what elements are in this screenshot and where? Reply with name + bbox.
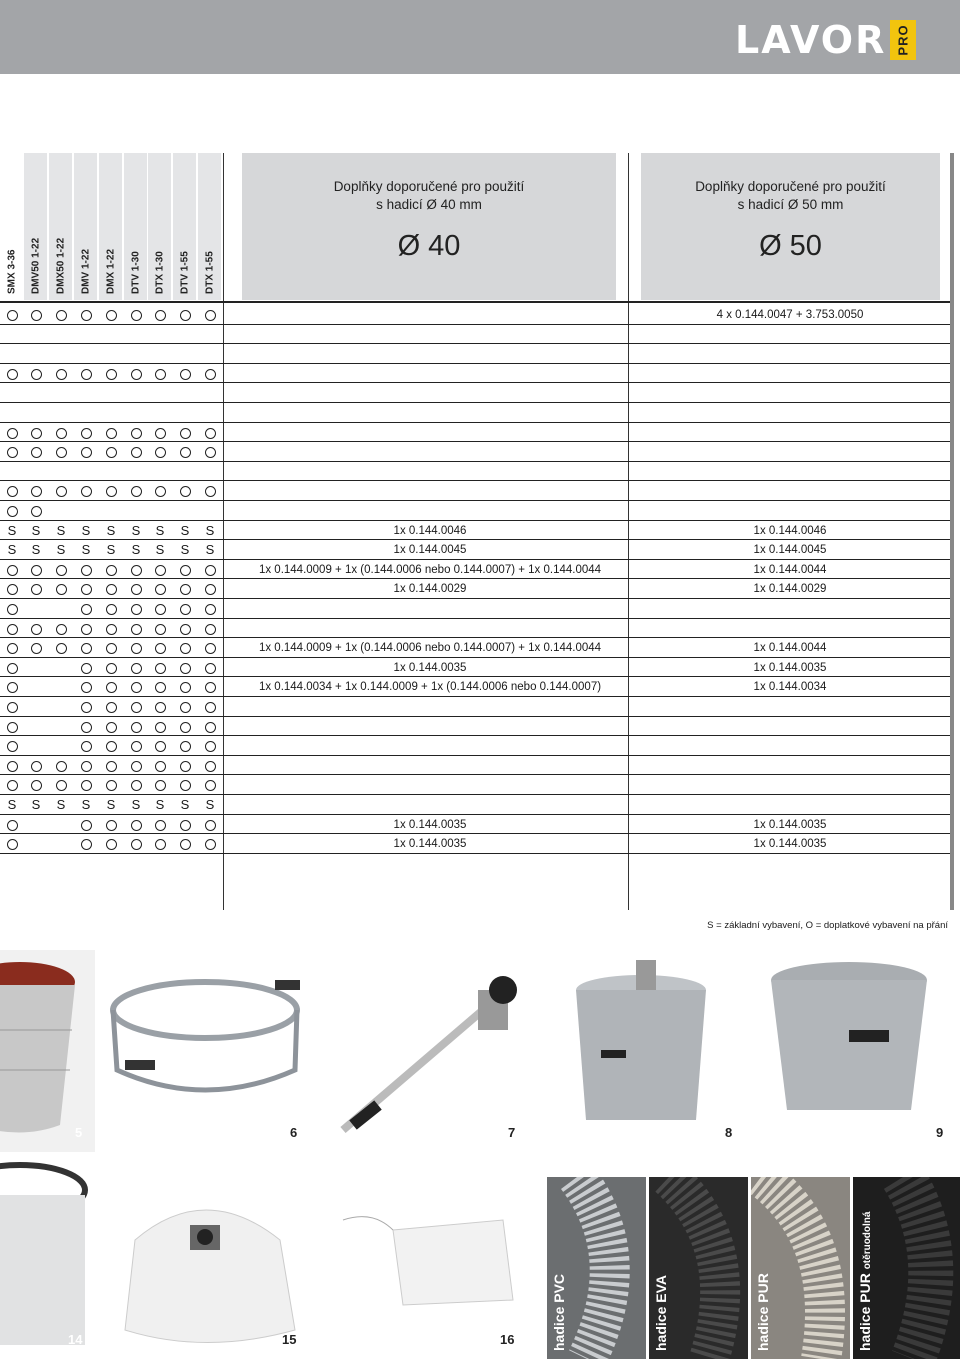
- optional-mark: [49, 778, 73, 792]
- legend: S = základní vybavení, O = doplatkové vybavení na přání: [707, 920, 948, 931]
- optional-mark: [0, 778, 24, 792]
- part-ref-50: 1x 0.144.0046: [753, 524, 827, 537]
- optional-mark: [148, 622, 172, 636]
- optional-mark: [74, 582, 98, 596]
- optional-mark: [0, 426, 24, 440]
- optional-mark: [99, 700, 123, 714]
- optional-mark: [99, 818, 123, 832]
- optional-mark: [198, 563, 222, 577]
- standard-mark: S: [180, 522, 190, 538]
- photo-number-8: 8: [725, 1125, 733, 1140]
- standard-mark: S: [7, 522, 17, 538]
- optional-mark: [74, 484, 98, 498]
- part-ref-40: 1x 0.144.0045: [393, 544, 467, 557]
- optional-mark: [24, 778, 48, 792]
- part-ref-40: 1x 0.144.0035: [393, 661, 467, 674]
- optional-mark: [173, 759, 197, 773]
- optional-mark: [74, 367, 98, 381]
- optional-mark: [173, 837, 197, 851]
- optional-mark: [173, 700, 197, 714]
- optional-mark: [99, 622, 123, 636]
- optional-mark: [148, 563, 172, 577]
- standard-mark: S: [81, 522, 91, 538]
- part-ref-40: 1x 0.144.0034 + 1x 0.144.0009 + 1x (0.144.0006 nebo 0.144.0007): [258, 681, 602, 694]
- optional-mark: [74, 720, 98, 734]
- standard-mark: S: [81, 797, 91, 812]
- optional-mark: [124, 680, 148, 694]
- optional-mark: [24, 582, 48, 596]
- photo-clamp-ring: [95, 950, 313, 1152]
- optional-mark: [49, 759, 73, 773]
- optional-mark: [99, 367, 123, 381]
- optional-mark: [198, 622, 222, 636]
- photo-filter-bag: [95, 1160, 313, 1359]
- optional-mark: [24, 308, 48, 322]
- part-ref-40: 1x 0.144.0029: [393, 583, 467, 596]
- optional-mark: [124, 778, 148, 792]
- optional-mark: [0, 563, 24, 577]
- optional-mark: [99, 582, 123, 596]
- optional-mark: [173, 582, 197, 596]
- optional-mark: [173, 720, 197, 734]
- optional-mark: [0, 759, 24, 773]
- optional-mark: [0, 602, 24, 616]
- part-ref-50: 1x 0.144.0045: [753, 544, 827, 557]
- optional-mark: [0, 739, 24, 753]
- optional-mark: [24, 445, 48, 459]
- optional-mark: [124, 720, 148, 734]
- optional-mark: [173, 445, 197, 459]
- optional-mark: [99, 661, 123, 675]
- optional-mark: [24, 622, 48, 636]
- logo-wordmark: LAVOR: [735, 18, 887, 62]
- optional-mark: [0, 622, 24, 636]
- logo-pro-badge: PRO: [890, 20, 916, 60]
- photo-number-6: 6: [290, 1125, 298, 1140]
- optional-mark: [0, 582, 24, 596]
- optional-mark: [99, 484, 123, 498]
- optional-mark: [148, 582, 172, 596]
- optional-mark: [74, 602, 98, 616]
- hose-label-pur: hadice PUR: [755, 1273, 771, 1351]
- hose-label-pvc: hadice PVC: [551, 1273, 567, 1351]
- part-ref-40: 1x 0.144.0046: [393, 524, 467, 537]
- standard-mark: S: [205, 542, 215, 558]
- optional-mark: [0, 818, 24, 832]
- acc50-header: Doplňky doporučené pro použití s hadicí Ø 50 mm Ø 50: [641, 153, 940, 300]
- optional-mark: [49, 484, 73, 498]
- optional-mark: [24, 367, 48, 381]
- part-ref-40: 1x 0.144.0009 + 1x (0.144.0006 nebo 0.144.0007) + 1x 0.144.0044: [258, 642, 602, 655]
- optional-mark: [124, 582, 148, 596]
- standard-mark: S: [180, 797, 190, 812]
- optional-mark: [24, 426, 48, 440]
- model-header: DTX 1-30: [148, 153, 171, 300]
- model-header: DTV 1-55: [173, 153, 196, 300]
- optional-mark: [0, 445, 24, 459]
- optional-mark: [198, 818, 222, 832]
- optional-mark: [124, 837, 148, 851]
- optional-mark: [198, 778, 222, 792]
- photo-container-drum: [749, 950, 960, 1152]
- optional-mark: [49, 308, 73, 322]
- optional-mark: [198, 661, 222, 675]
- part-ref-50: 4 x 0.144.0047 + 3.753.0050: [716, 309, 864, 321]
- optional-mark: [148, 426, 172, 440]
- photo-number-14: 14: [68, 1332, 83, 1347]
- optional-mark: [173, 622, 197, 636]
- optional-mark: [148, 818, 172, 832]
- optional-mark: [124, 308, 148, 322]
- optional-mark: [0, 504, 24, 518]
- optional-mark: [74, 445, 98, 459]
- optional-mark: [0, 680, 24, 694]
- optional-mark: [74, 700, 98, 714]
- optional-mark: [124, 484, 148, 498]
- optional-mark: [173, 778, 197, 792]
- optional-mark: [148, 367, 172, 381]
- optional-mark: [0, 641, 24, 655]
- photo-number-9: 9: [936, 1125, 944, 1140]
- optional-mark: [173, 641, 197, 655]
- optional-mark: [198, 837, 222, 851]
- standard-mark: S: [205, 522, 215, 538]
- optional-mark: [148, 484, 172, 498]
- standard-mark: S: [155, 542, 165, 558]
- optional-mark: [173, 367, 197, 381]
- optional-mark: [173, 818, 197, 832]
- optional-mark: [124, 563, 148, 577]
- photo-number-16: 16: [500, 1332, 515, 1347]
- optional-mark: [74, 308, 98, 322]
- part-ref-50: 1x 0.144.0029: [753, 583, 827, 596]
- optional-mark: [124, 367, 148, 381]
- optional-mark: [124, 661, 148, 675]
- optional-mark: [49, 582, 73, 596]
- optional-mark: [0, 308, 24, 322]
- optional-mark: [74, 680, 98, 694]
- optional-mark: [49, 563, 73, 577]
- optional-mark: [24, 641, 48, 655]
- optional-mark: [74, 622, 98, 636]
- standard-mark: S: [131, 797, 141, 812]
- standard-mark: S: [180, 542, 190, 558]
- optional-mark: [148, 308, 172, 322]
- optional-mark: [99, 720, 123, 734]
- optional-mark: [148, 837, 172, 851]
- part-ref-50: 1x 0.144.0035: [753, 818, 827, 831]
- optional-mark: [148, 602, 172, 616]
- optional-mark: [99, 641, 123, 655]
- hose-pur-abrasion: [853, 1177, 960, 1359]
- optional-mark: [74, 661, 98, 675]
- optional-mark: [49, 622, 73, 636]
- optional-mark: [198, 641, 222, 655]
- optional-mark: [148, 661, 172, 675]
- optional-mark: [173, 563, 197, 577]
- standard-mark: S: [106, 542, 116, 558]
- optional-mark: [74, 563, 98, 577]
- hose-pur: [751, 1177, 850, 1359]
- photo-dust-bag: [313, 1160, 531, 1359]
- optional-mark: [173, 602, 197, 616]
- optional-mark: [49, 641, 73, 655]
- optional-mark: [24, 484, 48, 498]
- part-ref-40: 1x 0.144.0035: [393, 838, 467, 851]
- standard-mark: S: [31, 542, 41, 558]
- optional-mark: [148, 778, 172, 792]
- optional-mark: [0, 484, 24, 498]
- model-header: DMV50 1-22: [24, 153, 47, 300]
- part-ref-40: 1x 0.144.0009 + 1x (0.144.0006 nebo 0.144.0007) + 1x 0.144.0044: [258, 563, 602, 576]
- optional-mark: [0, 661, 24, 675]
- optional-mark: [0, 367, 24, 381]
- optional-mark: [124, 641, 148, 655]
- optional-mark: [198, 426, 222, 440]
- optional-mark: [173, 661, 197, 675]
- optional-mark: [24, 504, 48, 518]
- optional-mark: [198, 308, 222, 322]
- optional-mark: [173, 739, 197, 753]
- optional-mark: [99, 445, 123, 459]
- standard-mark: S: [31, 522, 41, 538]
- hose-label-pur-abrasion: hadice PUR otěruodolná: [857, 1211, 873, 1351]
- optional-mark: [99, 563, 123, 577]
- photo-cartridge-filter: [0, 1160, 95, 1359]
- lavor-pro-logo: [735, 20, 916, 60]
- optional-mark: [74, 641, 98, 655]
- optional-mark: [24, 563, 48, 577]
- optional-mark: [124, 426, 148, 440]
- optional-mark: [198, 582, 222, 596]
- photo-number-7: 7: [508, 1125, 516, 1140]
- optional-mark: [148, 700, 172, 714]
- optional-mark: [49, 367, 73, 381]
- acc40-header: Doplňky doporučené pro použití s hadicí Ø 40 mm Ø 40: [242, 153, 616, 300]
- optional-mark: [148, 759, 172, 773]
- hose-pvc: [547, 1177, 646, 1359]
- part-ref-50: 1x 0.144.0044: [753, 563, 827, 576]
- optional-mark: [24, 759, 48, 773]
- model-header: SMX 3-36: [0, 153, 23, 300]
- optional-mark: [0, 720, 24, 734]
- optional-mark: [124, 739, 148, 753]
- photo-cyclone-separator: [531, 950, 749, 1152]
- hose-label-eva: hadice EVA: [653, 1275, 669, 1351]
- optional-mark: [0, 700, 24, 714]
- optional-mark: [124, 445, 148, 459]
- optional-mark: [198, 484, 222, 498]
- model-header: DTV 1-30: [124, 153, 147, 300]
- photo-number-5: 5: [75, 1125, 83, 1140]
- optional-mark: [0, 837, 24, 851]
- top-banner: [0, 0, 960, 74]
- optional-mark: [173, 308, 197, 322]
- optional-mark: [99, 602, 123, 616]
- optional-mark: [74, 778, 98, 792]
- model-header: DMX50 1-22: [49, 153, 72, 300]
- standard-mark: S: [155, 522, 165, 538]
- optional-mark: [198, 700, 222, 714]
- standard-mark: S: [7, 797, 17, 812]
- model-header: DMX 1-22: [99, 153, 122, 300]
- standard-mark: S: [155, 797, 165, 812]
- standard-mark: S: [56, 542, 66, 558]
- optional-mark: [148, 720, 172, 734]
- optional-mark: [148, 641, 172, 655]
- optional-mark: [173, 484, 197, 498]
- optional-mark: [99, 837, 123, 851]
- optional-mark: [124, 602, 148, 616]
- part-ref-40: 1x 0.144.0035: [393, 818, 467, 831]
- standard-mark: S: [131, 522, 141, 538]
- optional-mark: [74, 818, 98, 832]
- photo-lever-handle: [313, 950, 531, 1152]
- standard-mark: S: [56, 522, 66, 538]
- optional-mark: [198, 367, 222, 381]
- hose-eva: [649, 1177, 748, 1359]
- optional-mark: [148, 680, 172, 694]
- optional-mark: [173, 426, 197, 440]
- optional-mark: [124, 818, 148, 832]
- standard-mark: S: [205, 797, 215, 812]
- optional-mark: [124, 622, 148, 636]
- standard-mark: S: [106, 522, 116, 538]
- optional-mark: [74, 739, 98, 753]
- optional-mark: [99, 778, 123, 792]
- optional-mark: [198, 720, 222, 734]
- optional-mark: [99, 426, 123, 440]
- optional-mark: [198, 602, 222, 616]
- optional-mark: [49, 445, 73, 459]
- standard-mark: S: [106, 797, 116, 812]
- optional-mark: [198, 680, 222, 694]
- optional-mark: [74, 759, 98, 773]
- model-header: DTX 1-55: [198, 153, 221, 300]
- optional-mark: [148, 739, 172, 753]
- part-ref-50: 1x 0.144.0035: [753, 838, 827, 851]
- standard-mark: S: [56, 797, 66, 812]
- optional-mark: [99, 739, 123, 753]
- optional-mark: [198, 739, 222, 753]
- optional-mark: [148, 445, 172, 459]
- optional-mark: [99, 308, 123, 322]
- optional-mark: [49, 426, 73, 440]
- photo-drum-red: [0, 950, 95, 1152]
- optional-mark: [124, 700, 148, 714]
- optional-mark: [124, 759, 148, 773]
- part-ref-50: 1x 0.144.0044: [753, 642, 827, 655]
- optional-mark: [99, 680, 123, 694]
- optional-mark: [173, 680, 197, 694]
- photo-number-15: 15: [282, 1332, 297, 1347]
- standard-mark: S: [81, 542, 91, 558]
- standard-mark: S: [131, 542, 141, 558]
- optional-mark: [198, 759, 222, 773]
- model-header: DMV 1-22: [74, 153, 97, 300]
- standard-mark: S: [7, 542, 17, 558]
- part-ref-50: 1x 0.144.0034: [753, 681, 827, 694]
- optional-mark: [198, 445, 222, 459]
- optional-mark: [74, 426, 98, 440]
- optional-mark: [74, 837, 98, 851]
- optional-mark: [99, 759, 123, 773]
- standard-mark: S: [31, 797, 41, 812]
- part-ref-50: 1x 0.144.0035: [753, 661, 827, 674]
